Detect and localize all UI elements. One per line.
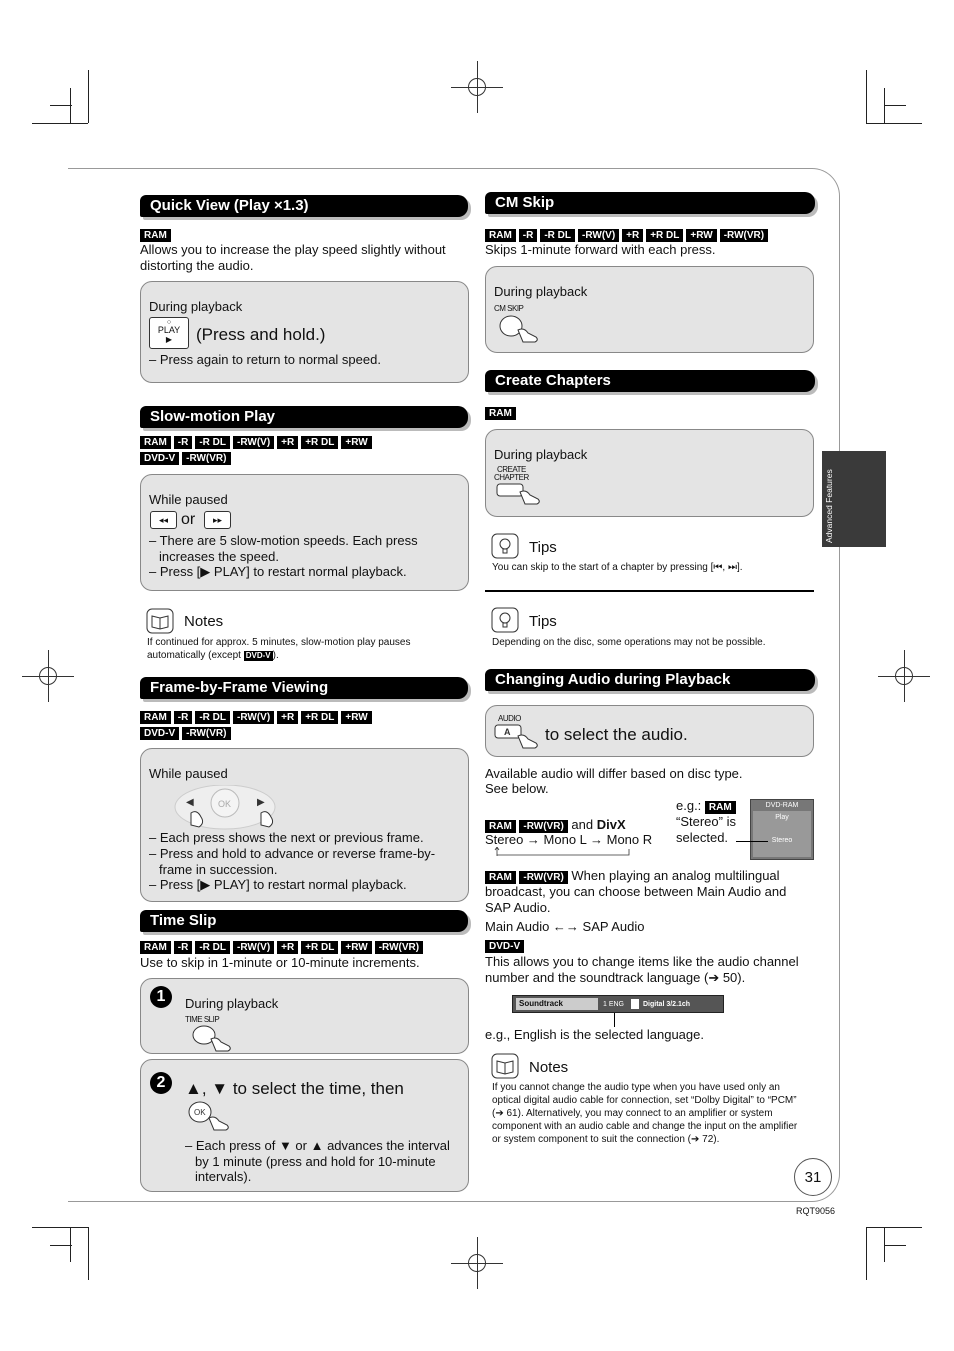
example-label bbox=[676, 798, 736, 814]
osd-screen-play: Play bbox=[775, 814, 789, 821]
side-tab-label: Advanced Features bbox=[824, 469, 834, 543]
soundtrack-lang: 1 ENG bbox=[603, 1001, 625, 1008]
slow-forward-button[interactable] bbox=[204, 511, 231, 529]
disc-badge: -RW(VR) bbox=[182, 727, 230, 740]
eg-lang-text: e.g., English is the selected language. bbox=[485, 1027, 704, 1042]
disc-badge: +RW bbox=[341, 711, 371, 724]
frame-bullet: – Press and hold to advance or reverse frame-by-frame in succession. bbox=[149, 846, 436, 877]
notes-icon bbox=[146, 608, 174, 634]
cm-skip-instruction-box bbox=[485, 266, 814, 353]
cm-skip-button[interactable] bbox=[498, 315, 542, 345]
soundtrack-label: Soundtrack bbox=[516, 998, 598, 1010]
disc-badge: +R DL bbox=[301, 711, 338, 724]
time-slip-step2-text: ▲, ▼ to select the time, then bbox=[185, 1079, 404, 1098]
osd-screen-stereo: Stereo bbox=[771, 837, 793, 844]
crop-mark bbox=[50, 105, 72, 106]
and-text: and bbox=[571, 817, 594, 832]
doc-code: RQT9056 bbox=[796, 1206, 836, 1216]
notes-text bbox=[147, 636, 467, 662]
multilingual-body: When playing an analog multilingual broadcast, you can choose between Main Audio and SAP Audio. bbox=[485, 868, 787, 915]
disc-badge: -RW(VR) bbox=[375, 941, 423, 954]
frame-caption: While paused bbox=[149, 766, 228, 781]
ok-label: OK bbox=[194, 1108, 206, 1117]
disc-badge: -R bbox=[519, 229, 538, 242]
disc-badge: RAM bbox=[485, 407, 516, 420]
quick-view-note: – Press again to return to normal speed. bbox=[149, 352, 381, 367]
press-hold-text: (Press and hold.) bbox=[196, 325, 326, 344]
disc-badge: -RW(V) bbox=[578, 229, 619, 242]
disc-badge: +R bbox=[277, 941, 298, 954]
time-slip-button-label: TIME SLIP bbox=[185, 1015, 220, 1024]
time-slip-description: Use to skip in 1-minute or 10-minute increments. bbox=[140, 955, 420, 970]
pointer-line bbox=[736, 841, 768, 842]
crop-mark bbox=[50, 1245, 72, 1246]
divx-text: DivX bbox=[596, 817, 626, 832]
ok-button-label: OK bbox=[218, 799, 232, 809]
or-text: or bbox=[181, 511, 196, 528]
play-icon: ▶ bbox=[165, 335, 173, 344]
disc-badge: +R DL bbox=[646, 229, 683, 242]
section-divider bbox=[485, 590, 814, 592]
disc-badge: -RW(VR) bbox=[519, 871, 567, 884]
frame-bullet: – Press [▶ PLAY] to restart normal playback. bbox=[149, 877, 407, 892]
disc-badge: +R bbox=[622, 229, 643, 242]
disc-badge: -R bbox=[174, 941, 193, 954]
crop-mark bbox=[884, 105, 906, 106]
disc-badge: DVD-V bbox=[140, 452, 179, 465]
disc-badge: -RW(VR) bbox=[720, 229, 768, 242]
crop-mark bbox=[32, 123, 88, 124]
disc-badge: -RW(V) bbox=[233, 436, 274, 449]
disc-badge: RAM bbox=[140, 941, 171, 954]
notes-text: If you cannot change the audio type when you have used only an optical digital audio cable for connection, set “Dolby Digital” to “PCM” (➔ 61). Alternatively, you may connect to an amplifier or system component with an audio cable and change the input on the amplifier or system component to suit the connection (➔ 72). bbox=[492, 1082, 798, 1145]
section-heading-quick-view: Quick View (Play ×1.3) bbox=[140, 195, 468, 217]
slow-motion-bullet: – There are 5 slow-motion speeds. Each press increases the speed. bbox=[149, 533, 418, 564]
registration-mark bbox=[30, 658, 66, 694]
disc-badges-dvd-v bbox=[485, 940, 524, 953]
step-number: 1 bbox=[150, 986, 172, 1008]
crop-mark bbox=[866, 70, 867, 123]
disc-badge: -R bbox=[174, 711, 193, 724]
direction-pad-icon[interactable] bbox=[173, 785, 283, 831]
disc-badge: +R bbox=[277, 436, 298, 449]
multilingual-text bbox=[485, 868, 810, 915]
disc-badge: RAM bbox=[140, 436, 171, 449]
notes-icon bbox=[491, 1053, 519, 1079]
dvd-v-text: This allows you to change items like the audio channel number and the soundtrack language (➔ 50). bbox=[485, 954, 799, 985]
disc-badges-create-chapters bbox=[485, 407, 516, 420]
disc-badges-frame-by-frame bbox=[140, 711, 400, 740]
time-slip-step2-box bbox=[140, 1059, 469, 1192]
disc-badge: -R bbox=[174, 436, 193, 449]
frame-by-frame-instruction-box bbox=[140, 748, 469, 902]
play-button[interactable]: ○ PLAY ▶ bbox=[149, 317, 189, 349]
fast-forward-icon: ▸▸ bbox=[212, 515, 223, 525]
crop-mark bbox=[866, 123, 922, 124]
create-chapter-button[interactable] bbox=[496, 482, 546, 508]
soundtrack-format: Digital 3/2.1ch bbox=[643, 1001, 691, 1008]
audio-availability: Available audio will differ based on disc type. bbox=[485, 766, 743, 781]
disc-badge: +R DL bbox=[301, 941, 338, 954]
time-slip-note: – Each press of ▼ or ▲ advances the interval by 1 minute (press and hold for 10-minute intervals). bbox=[185, 1138, 450, 1184]
audio-button[interactable] bbox=[494, 724, 546, 754]
pointer-line bbox=[614, 1013, 615, 1027]
registration-mark bbox=[459, 69, 495, 105]
section-heading-frame-by-frame: Frame-by-Frame Viewing bbox=[140, 677, 468, 699]
time-slip-button[interactable] bbox=[191, 1025, 235, 1053]
section-heading-cm-skip: CM Skip bbox=[485, 192, 815, 214]
crop-mark bbox=[88, 1227, 89, 1280]
disc-badge: -RW(V) bbox=[233, 941, 274, 954]
disc-badges-slow-motion bbox=[140, 436, 400, 465]
disc-badge: -RW(V) bbox=[233, 711, 274, 724]
ok-button[interactable] bbox=[187, 1100, 235, 1136]
disc-badge: RAM bbox=[485, 820, 516, 833]
see-below: See below. bbox=[485, 781, 549, 796]
osd-screen-title: DVD-RAM bbox=[765, 802, 799, 809]
create-chapter-label-2: CHAPTER bbox=[494, 473, 529, 482]
tips-text: You can skip to the start of a chapter by pressing [⏮, ⏭]. bbox=[492, 562, 743, 573]
disc-badge: RAM bbox=[705, 801, 736, 814]
loop-arrow-icon bbox=[494, 847, 634, 857]
stereo-chain: Stereo → Mono L → Mono R bbox=[485, 832, 653, 847]
disc-badge: RAM bbox=[485, 229, 516, 242]
rewind-icon: ◂◂ bbox=[158, 515, 169, 525]
registration-mark bbox=[886, 658, 922, 694]
time-slip-caption: During playback bbox=[185, 996, 279, 1011]
frame-bullet: – Each press shows the next or previous frame. bbox=[149, 830, 424, 845]
cm-skip-description: Skips 1-minute forward with each press. bbox=[485, 242, 716, 257]
cm-skip-caption: During playback bbox=[494, 284, 588, 299]
play-button-label: PLAY bbox=[157, 325, 181, 335]
audio-button-letter: A bbox=[504, 727, 511, 737]
notes-title: Notes bbox=[184, 613, 224, 630]
disc-badge: RAM bbox=[140, 229, 171, 242]
section-heading-slow-motion: Slow-motion Play bbox=[140, 406, 468, 428]
notes-suffix: ). bbox=[272, 650, 279, 661]
disc-badge: RAM bbox=[485, 871, 516, 884]
section-heading-time-slip: Time Slip bbox=[140, 910, 468, 932]
slow-motion-instruction-box bbox=[140, 474, 469, 591]
main-sap-text: Main Audio ←→ SAP Audio bbox=[485, 919, 645, 934]
quick-view-caption: During playback bbox=[149, 299, 243, 314]
slow-motion-bullet: – Press [▶ PLAY] to restart normal playback. bbox=[149, 564, 407, 579]
crop-mark bbox=[866, 1227, 867, 1280]
step-number: 2 bbox=[150, 1072, 172, 1094]
disc-badge: -R DL bbox=[195, 436, 230, 449]
slow-motion-caption: While paused bbox=[149, 492, 228, 507]
crop-mark bbox=[70, 88, 71, 123]
tips-text: Depending on the disc, some operations may not be possible. bbox=[492, 637, 766, 648]
disc-badge: +RW bbox=[341, 941, 371, 954]
tips-title: Tips bbox=[529, 539, 557, 556]
tips-title: Tips bbox=[529, 613, 557, 630]
disc-badges-quick-view bbox=[140, 229, 470, 242]
crop-mark bbox=[88, 70, 89, 123]
audio-button-label: AUDIO bbox=[498, 714, 521, 723]
notes-title: Notes bbox=[529, 1059, 569, 1076]
create-chapter-label-1: CREATE bbox=[497, 465, 526, 474]
slow-rewind-button[interactable] bbox=[150, 511, 177, 529]
disc-badge: -R DL bbox=[195, 711, 230, 724]
disc-badge: RAM bbox=[140, 711, 171, 724]
disc-badge: DVD-V bbox=[245, 651, 271, 660]
section-heading-create-chapters: Create Chapters bbox=[485, 370, 815, 392]
section-heading-changing-audio: Changing Audio during Playback bbox=[485, 669, 815, 691]
svg-text:▶: ▶ bbox=[257, 797, 265, 808]
disc-badge: +RW bbox=[686, 229, 716, 242]
disc-badge: DVD-V bbox=[140, 727, 179, 740]
select-audio-text: to select the audio. bbox=[545, 725, 688, 744]
disc-badge: +R bbox=[277, 711, 298, 724]
quick-view-instruction-box bbox=[140, 281, 469, 383]
side-tab bbox=[822, 451, 886, 547]
disc-badge: -R DL bbox=[195, 941, 230, 954]
registration-mark bbox=[459, 1245, 495, 1281]
svg-text:◀: ◀ bbox=[186, 797, 194, 808]
create-chapters-instruction-box bbox=[485, 429, 814, 517]
tips-icon bbox=[491, 533, 519, 559]
disc-badge: -RW(VR) bbox=[519, 820, 567, 833]
disc-badges-time-slip bbox=[140, 941, 470, 954]
osd-screen bbox=[750, 799, 814, 860]
quick-view-description: Allows you to increase the play speed slightly without distorting the audio. bbox=[140, 242, 446, 273]
crop-mark bbox=[884, 1245, 906, 1246]
page-number: 31 bbox=[794, 1158, 832, 1196]
vr-divx-line bbox=[485, 817, 626, 833]
stereo-selected: “Stereo” is selected. bbox=[676, 814, 736, 845]
eg-text: e.g.: bbox=[676, 798, 702, 813]
create-chapters-caption: During playback bbox=[494, 447, 588, 462]
crop-mark bbox=[32, 1227, 88, 1228]
disc-badge: +RW bbox=[341, 436, 371, 449]
tips-icon bbox=[491, 607, 519, 633]
disc-badge: -R DL bbox=[540, 229, 575, 242]
disc-badge: -RW(VR) bbox=[182, 452, 230, 465]
changing-audio-instruction-box bbox=[485, 705, 814, 757]
notes-body: If continued for approx. 5 minutes, slow-motion play pauses automatically (except bbox=[147, 637, 411, 661]
crop-mark bbox=[866, 1227, 922, 1228]
cm-skip-button-label: CM SKIP bbox=[494, 304, 524, 313]
time-slip-step1-box bbox=[140, 978, 469, 1054]
soundtrack-osd-bar bbox=[512, 995, 724, 1013]
disc-badge: +R DL bbox=[301, 436, 338, 449]
disc-badges-cm-skip bbox=[485, 229, 815, 242]
disc-badge: DVD-V bbox=[485, 940, 524, 953]
